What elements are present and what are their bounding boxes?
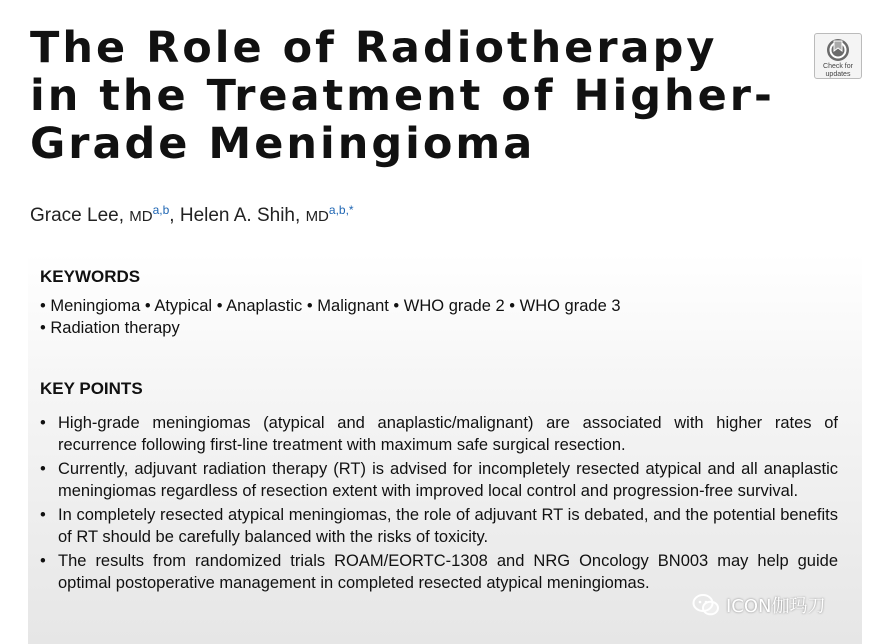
key-point-item bbox=[40, 504, 838, 548]
bullet: • bbox=[40, 414, 46, 432]
keyword-item bbox=[217, 297, 303, 315]
author-separator: , bbox=[169, 205, 180, 226]
keywords-row bbox=[40, 317, 840, 339]
affiliation-link[interactable]: a,b,* bbox=[328, 203, 354, 217]
bullet: • bbox=[509, 297, 516, 315]
check-for-label: Check for bbox=[823, 63, 853, 70]
keyword-item bbox=[307, 297, 389, 315]
crossmark-icon bbox=[826, 38, 850, 62]
keyword-item bbox=[509, 297, 620, 315]
author-list bbox=[30, 203, 354, 227]
keyword-item bbox=[40, 297, 140, 315]
watermark bbox=[692, 587, 826, 623]
keyword-text: Anaplastic bbox=[226, 297, 303, 315]
bullet: • bbox=[40, 460, 46, 478]
keyword-item bbox=[40, 319, 180, 337]
key-point-text: High-grade meningiomas (atypical and anaplastic/malignant) are associated with higher rates of recurrence following first-line treatment with maximum safe surgical resection. bbox=[58, 414, 838, 454]
key-points-heading: KEY POINTS bbox=[40, 379, 143, 398]
key-point-text: Currently, adjuvant radiation therapy (RT) is advised for incompletely resected atypical and all anaplastic meningiomas regardless of resection extent with improved local control and progression-free survival. bbox=[58, 460, 838, 500]
keyword-text: WHO grade 2 bbox=[403, 297, 505, 315]
bullet: • bbox=[40, 506, 46, 524]
title-line: The Role of Radiotherapy bbox=[30, 23, 718, 73]
keyword-text: Malignant bbox=[317, 297, 389, 315]
keyword-text: WHO grade 3 bbox=[519, 297, 621, 315]
watermark-text: ICON伽玛刀 bbox=[726, 596, 826, 617]
author-degree: MD bbox=[305, 208, 329, 225]
author-name: Grace Lee, bbox=[30, 205, 130, 226]
summary-box bbox=[28, 253, 862, 644]
bullet: • bbox=[40, 552, 46, 570]
bullet: • bbox=[40, 297, 46, 315]
keyword-text: Radiation therapy bbox=[50, 319, 180, 337]
keywords-heading: KEYWORDS bbox=[40, 267, 141, 286]
keywords-row bbox=[40, 295, 840, 317]
bullet: • bbox=[144, 297, 151, 315]
keyword-text: Meningioma bbox=[50, 297, 141, 315]
key-point-text: The results from randomized trials ROAM/EORTC-1308 and NRG Oncology BN003 may help guide optimal postoperative management in completed resected atypical meningiomas. bbox=[58, 552, 838, 592]
article-title bbox=[30, 24, 810, 168]
check-for-updates-button[interactable] bbox=[814, 33, 862, 79]
title-line: in the Treatment of Higher- bbox=[30, 71, 775, 121]
keywords-list bbox=[40, 295, 840, 339]
affiliation-link[interactable]: a,b bbox=[152, 203, 170, 217]
bullet: • bbox=[216, 297, 223, 315]
key-point-item bbox=[40, 412, 838, 456]
key-points-list bbox=[40, 412, 838, 596]
updates-label: updates bbox=[825, 71, 851, 78]
bullet: • bbox=[306, 297, 313, 315]
bullet: • bbox=[393, 297, 400, 315]
wechat-icon bbox=[692, 593, 720, 617]
keyword-item bbox=[145, 297, 212, 315]
key-point-text: In completely resected atypical meningiomas, the role of adjuvant RT is debated, and the potential benefits of RT should be carefully balanced with the risks of toxicity. bbox=[58, 506, 838, 546]
author-degree: MD bbox=[129, 208, 153, 225]
keyword-text: Atypical bbox=[154, 297, 213, 315]
author-name: Helen A. Shih, bbox=[179, 205, 306, 226]
keyword-item bbox=[393, 297, 504, 315]
title-line: Grade Meningioma bbox=[30, 119, 536, 169]
key-point-item bbox=[40, 458, 838, 502]
bullet: • bbox=[40, 319, 46, 337]
